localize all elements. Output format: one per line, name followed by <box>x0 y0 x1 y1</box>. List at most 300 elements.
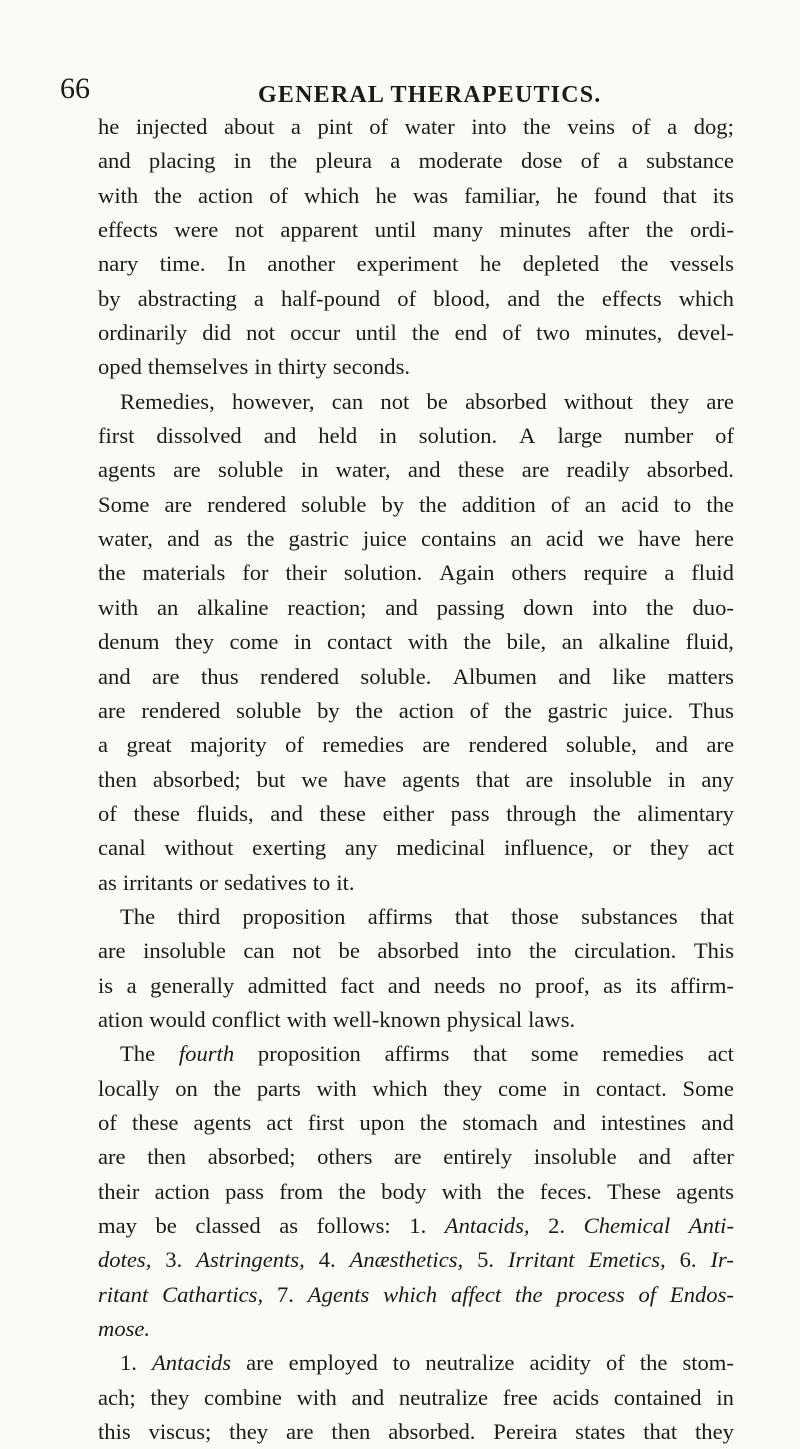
word: follows: <box>316 1213 391 1238</box>
word: its <box>635 972 657 998</box>
word: 3. <box>165 1247 183 1273</box>
word: which <box>372 1075 428 1101</box>
word: stomach <box>462 1109 538 1135</box>
word: proof, <box>535 972 590 998</box>
word: in <box>293 629 312 655</box>
word: of <box>285 732 304 758</box>
word: The <box>120 1041 156 1067</box>
word: Thus <box>688 697 734 723</box>
word: injected <box>135 114 208 139</box>
word: are <box>246 1350 274 1376</box>
word: remedies <box>322 732 404 758</box>
word: denum <box>98 629 160 655</box>
word: feces. <box>539 1178 592 1204</box>
word: others <box>511 560 567 586</box>
word: that <box>643 1419 678 1445</box>
word: of <box>369 114 389 139</box>
word: and <box>638 1144 671 1170</box>
word: effects <box>601 285 662 311</box>
italic-word: dotes, <box>98 1247 152 1273</box>
word: classed <box>195 1213 261 1238</box>
word: materials <box>142 560 226 586</box>
word: they <box>229 1419 269 1445</box>
word: blood, <box>433 285 491 311</box>
text-line <box>98 728 734 762</box>
word: are <box>706 388 734 414</box>
italic-word: ritant <box>98 1281 149 1307</box>
word: These <box>607 1178 662 1204</box>
italic-word: which <box>383 1281 438 1307</box>
word: with <box>286 1006 327 1032</box>
word: as <box>213 526 233 552</box>
word: circulation. <box>574 938 677 964</box>
word: action <box>197 182 254 208</box>
word: after <box>692 1144 734 1170</box>
word: with <box>407 629 448 655</box>
text-line <box>98 1312 734 1346</box>
word: into <box>592 594 628 620</box>
word: may <box>98 1213 137 1238</box>
word: soluble <box>218 457 284 483</box>
word: the <box>463 629 492 655</box>
word: states <box>575 1419 626 1445</box>
text-line <box>98 763 734 797</box>
word: the <box>496 1178 525 1204</box>
word: and <box>407 457 441 483</box>
word: locally <box>98 1075 160 1101</box>
word: needs <box>433 972 486 998</box>
text-line <box>98 213 734 247</box>
word: they <box>650 388 690 414</box>
word: fluids, <box>196 800 254 826</box>
word: absorbed <box>377 938 459 964</box>
word: to <box>673 491 692 517</box>
italic-word: Cathartics, <box>162 1281 264 1307</box>
word: 4. <box>318 1247 336 1273</box>
body-text <box>98 110 734 1449</box>
italic-word: the <box>514 1281 543 1307</box>
word: absorbed; <box>152 766 241 792</box>
word: Pereira <box>493 1419 558 1445</box>
word: depleted <box>522 251 600 277</box>
word: by <box>317 697 340 723</box>
word: we <box>597 526 625 552</box>
text-line <box>98 591 734 625</box>
word: its <box>712 182 734 208</box>
word: oped <box>98 354 142 380</box>
word: gastric <box>288 526 349 552</box>
word: absorbed. <box>388 1419 476 1445</box>
word: another <box>267 251 336 277</box>
word: and <box>167 526 200 552</box>
word: number <box>624 423 694 449</box>
word: rendered <box>260 663 340 689</box>
word: physical <box>446 1006 523 1032</box>
word: reaction; <box>287 594 367 620</box>
word: the <box>154 182 182 208</box>
word: ordi- <box>690 217 734 243</box>
word: these <box>133 800 180 826</box>
word: for <box>242 560 269 586</box>
word: without <box>563 388 633 414</box>
word: great <box>126 732 172 758</box>
word: rendered <box>468 732 548 758</box>
text-line <box>98 453 734 487</box>
word: he <box>375 182 397 208</box>
word: occur <box>290 320 341 346</box>
word: but <box>256 766 286 792</box>
italic-word: Ir- <box>710 1247 734 1273</box>
text-line <box>98 522 734 556</box>
word: be <box>338 938 360 964</box>
italic-word: mose. <box>98 1316 151 1342</box>
word: in <box>716 1384 734 1410</box>
word: a <box>290 114 301 139</box>
word: time. <box>159 251 206 277</box>
word: fact <box>340 972 375 998</box>
word: pass <box>450 800 490 826</box>
word: seconds. <box>332 354 411 380</box>
word: the <box>504 697 532 723</box>
word: of <box>580 148 600 174</box>
word: and <box>701 1109 734 1135</box>
page-number: 66 <box>60 72 90 105</box>
word: 7. <box>276 1281 294 1307</box>
word: or <box>612 835 632 861</box>
word: did <box>202 320 232 346</box>
word: or <box>199 869 218 895</box>
word: medicinal <box>396 835 486 861</box>
word: and <box>655 732 688 758</box>
word: third <box>177 903 221 929</box>
word: In <box>227 251 246 277</box>
word: thirty <box>277 354 327 380</box>
word: come <box>497 1075 547 1101</box>
text-line <box>98 1037 734 1071</box>
word: he <box>556 182 578 208</box>
word: in <box>300 457 319 483</box>
word: from <box>279 1178 324 1204</box>
word: some <box>530 1041 579 1067</box>
word: many <box>432 217 484 243</box>
text-line <box>98 144 734 178</box>
text-line <box>98 900 734 934</box>
word: would <box>149 1006 206 1032</box>
word: action <box>154 1178 210 1204</box>
italic-word: Chemical <box>583 1213 671 1238</box>
word: that <box>662 182 697 208</box>
word: is <box>98 972 114 998</box>
word: are <box>285 1419 314 1445</box>
word: it. <box>336 869 355 895</box>
text-line <box>98 1209 734 1243</box>
word: the <box>338 1178 366 1204</box>
word: until <box>374 217 417 243</box>
word: of <box>631 114 651 139</box>
word: then <box>98 766 137 792</box>
word: first <box>307 1109 345 1135</box>
word: the <box>523 114 551 139</box>
text-line <box>98 179 734 213</box>
text-line <box>98 660 734 694</box>
word: neutralize <box>398 1384 488 1410</box>
word: dissolved <box>156 423 242 449</box>
word: until <box>355 320 397 346</box>
word: the <box>646 594 674 620</box>
word: through <box>506 800 577 826</box>
text-line <box>98 316 734 350</box>
word: ordinarily <box>98 320 188 346</box>
text-line <box>98 797 734 831</box>
word: matters <box>667 663 734 689</box>
word: with <box>296 1384 337 1410</box>
word: any <box>701 766 734 792</box>
word: absorbed. <box>646 457 734 483</box>
word: these <box>457 457 505 483</box>
word: the <box>419 491 447 517</box>
word: employed <box>288 1350 378 1376</box>
word: 6. <box>679 1247 697 1273</box>
word: an <box>584 491 607 517</box>
word: first <box>98 423 135 449</box>
word: soluble <box>236 697 302 723</box>
word: to <box>312 869 331 895</box>
italic-word: Astringents, <box>196 1247 305 1273</box>
word: of <box>550 491 570 517</box>
word: the <box>620 251 649 277</box>
word: ation <box>98 1006 144 1032</box>
word: held <box>318 423 358 449</box>
word: conflict <box>211 1006 281 1032</box>
word: as <box>98 869 117 895</box>
word: that <box>473 1041 508 1067</box>
word: alkaline <box>197 594 269 620</box>
word: and <box>558 663 591 689</box>
word: the <box>593 800 621 826</box>
word: substances <box>581 903 678 929</box>
word: agents <box>193 1109 252 1135</box>
word: in <box>667 766 686 792</box>
word: like <box>612 663 647 689</box>
text-line <box>98 1140 734 1174</box>
word: vessels <box>669 251 734 277</box>
word: 1. <box>409 1213 427 1238</box>
word: that <box>700 903 734 929</box>
word: juice. <box>623 697 674 723</box>
word: moderate <box>418 148 503 174</box>
word: water, <box>335 457 391 483</box>
word: are <box>98 1144 126 1170</box>
word: duo- <box>692 594 734 620</box>
word: of <box>98 1109 117 1135</box>
word: the <box>269 148 298 174</box>
word: with <box>316 1075 357 1101</box>
word: canal <box>98 835 146 861</box>
word: are <box>422 732 450 758</box>
word: effects <box>98 217 158 243</box>
word: fluid, <box>685 629 734 655</box>
italic-word: fourth <box>178 1041 235 1067</box>
text-line <box>98 934 734 968</box>
word: and <box>387 972 421 998</box>
word: can <box>331 388 364 414</box>
word: 2. <box>548 1213 566 1238</box>
word: readily <box>566 457 630 483</box>
word: on <box>175 1075 198 1101</box>
word: proposition <box>242 903 346 929</box>
word: and <box>98 663 131 689</box>
word: in <box>562 1075 581 1101</box>
word: Remedies, <box>120 388 215 414</box>
word: This <box>693 938 734 964</box>
word: not <box>380 388 410 414</box>
word: influence, <box>504 835 594 861</box>
word: pass <box>225 1178 264 1204</box>
italic-word: Anæsthetics, <box>349 1247 464 1273</box>
word: the <box>98 560 126 586</box>
word: proposition <box>257 1041 361 1067</box>
word: a <box>390 148 401 174</box>
word: require <box>583 560 648 586</box>
word: they <box>695 1419 734 1445</box>
word: are <box>521 457 550 483</box>
word: the <box>645 217 674 243</box>
word: their <box>285 560 327 586</box>
word: agents <box>676 1178 734 1204</box>
word: body <box>381 1178 427 1204</box>
word: majority <box>190 732 267 758</box>
italic-word: Antacids <box>151 1350 232 1376</box>
italic-word: Endos- <box>669 1281 734 1307</box>
word: acid <box>621 491 659 517</box>
word: and <box>98 148 131 174</box>
word: solution. <box>343 560 423 586</box>
word: they <box>175 629 214 655</box>
word: are <box>98 938 126 964</box>
word: dog; <box>693 114 734 139</box>
word: others <box>317 1144 373 1170</box>
word: pleura <box>315 148 372 174</box>
word: have <box>638 526 681 552</box>
word: these <box>131 1109 179 1135</box>
italic-word: Antacids, <box>444 1213 530 1238</box>
word: to <box>392 1350 411 1376</box>
word: soluble. <box>360 663 432 689</box>
word: viscus; <box>148 1419 212 1445</box>
word: free <box>502 1384 538 1410</box>
text-line <box>98 556 734 590</box>
text-line <box>98 1072 734 1106</box>
word: entirely <box>443 1144 513 1170</box>
word: of <box>469 697 489 723</box>
word: which <box>304 182 360 208</box>
word: the <box>411 320 440 346</box>
word: familiar, <box>464 182 541 208</box>
word: affirms <box>384 1041 450 1067</box>
word: dose <box>520 148 563 174</box>
text-line <box>98 969 734 1003</box>
word: agents <box>98 457 156 483</box>
word: upon <box>359 1109 405 1135</box>
word: and <box>385 594 418 620</box>
word: devel- <box>677 320 734 346</box>
word: act <box>707 1041 734 1067</box>
word: 5. <box>477 1247 495 1273</box>
word: are <box>98 697 126 723</box>
word: he <box>479 251 502 277</box>
word: placing <box>148 148 216 174</box>
word: themselves <box>147 354 249 380</box>
word: have <box>343 766 387 792</box>
italic-word: of <box>638 1281 657 1307</box>
word: and <box>351 1384 385 1410</box>
word: nary <box>98 251 139 277</box>
text-line <box>98 694 734 728</box>
word: that <box>454 903 489 929</box>
word: and <box>507 285 541 311</box>
word: insoluble <box>533 1144 617 1170</box>
word: two <box>536 320 571 346</box>
word: as <box>603 972 622 998</box>
word: about <box>224 114 275 139</box>
word: contained <box>613 1384 702 1410</box>
running-head: GENERAL THERAPEUTICS. <box>258 82 602 108</box>
word: then <box>147 1144 187 1170</box>
word: either <box>382 800 435 826</box>
word: minutes <box>499 217 572 243</box>
word: the <box>419 1109 448 1135</box>
text-line <box>98 488 734 522</box>
word: of <box>605 1350 625 1376</box>
word: substance <box>646 148 734 174</box>
text-line <box>98 385 734 419</box>
word: alimentary <box>637 800 734 826</box>
word: by <box>98 285 121 311</box>
text-line <box>98 1175 734 1209</box>
word: are <box>525 766 554 792</box>
word: the <box>706 491 734 517</box>
word: apparent <box>280 217 359 243</box>
word: juice <box>362 526 407 552</box>
word: contains <box>420 526 497 552</box>
text-line <box>98 247 734 281</box>
word: sedatives <box>223 869 307 895</box>
word: A <box>519 423 536 449</box>
word: minutes, <box>585 320 663 346</box>
word: these <box>319 800 366 826</box>
word: contact. <box>595 1075 667 1101</box>
word: abstracting <box>137 285 237 311</box>
word: and <box>552 1109 586 1135</box>
word: in <box>233 148 252 174</box>
word: any <box>344 835 378 861</box>
word: a <box>98 732 109 758</box>
word: this <box>98 1419 131 1445</box>
word: was <box>412 182 448 208</box>
word: with <box>441 1178 482 1204</box>
word: large <box>557 423 603 449</box>
word: he <box>98 114 120 139</box>
word: passing <box>436 594 505 620</box>
word: a <box>667 114 678 139</box>
word: Albumen <box>452 663 537 689</box>
word: are <box>164 491 193 517</box>
word: combine <box>204 1384 282 1410</box>
word: into <box>471 114 507 139</box>
word: stom- <box>682 1350 734 1376</box>
word: Some <box>98 491 150 517</box>
word: Again <box>439 560 495 586</box>
